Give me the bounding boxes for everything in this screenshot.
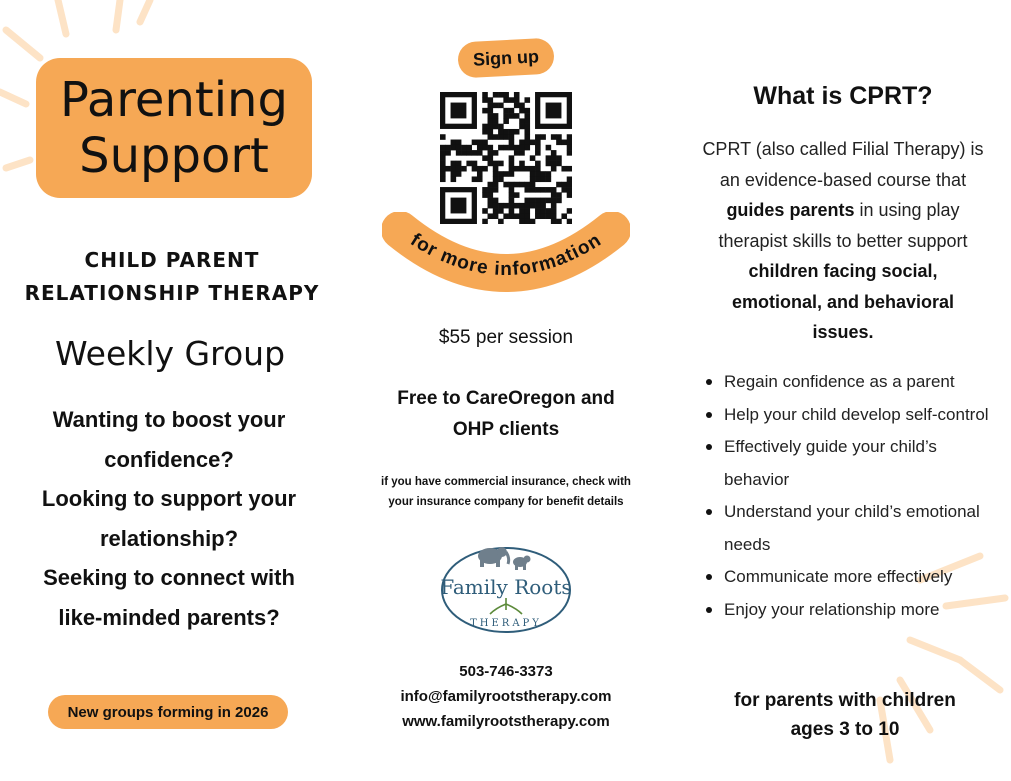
- desc-line: [686, 287, 1000, 318]
- subtitle-line-1: CHILD PARENT: [84, 248, 260, 272]
- benefit-item: Enjoy your relationship more: [706, 594, 1002, 627]
- title-line-1: Parenting: [60, 72, 288, 128]
- program-subtitle: [22, 244, 322, 310]
- question-line: like-minded parents?: [58, 604, 280, 630]
- question-line: relationship?: [99, 525, 239, 551]
- question-line: confidence?: [104, 446, 234, 472]
- family-roots-logo: [438, 540, 574, 636]
- desc-line: [686, 195, 1000, 226]
- qr-code[interactable]: [440, 92, 572, 224]
- question-line: Seeking to connect with: [43, 565, 295, 590]
- free-line-2: OHP clients: [452, 419, 560, 440]
- desc-bold: issues.: [812, 322, 874, 342]
- website-link[interactable]: www.familyrootstherapy.com: [402, 713, 610, 730]
- desc-line: [686, 317, 1000, 348]
- desc-bold: children facing social,: [748, 261, 938, 281]
- desc-bold: emotional, and behavioral: [731, 291, 955, 312]
- cprt-description: [686, 134, 1000, 348]
- desc-line: therapist skills to better support: [718, 230, 968, 251]
- logo-text-family-roots: Family Roots: [440, 575, 572, 599]
- logo-text-therapy: THERAPY: [470, 618, 542, 629]
- benefit-item: Effectively guide your child’s behavior: [706, 431, 1002, 496]
- benefit-item: Help your child develop self-control: [706, 399, 1002, 432]
- desc-line: an evidence-based course that: [719, 169, 967, 190]
- question-line: Looking to support your: [41, 486, 297, 511]
- phone-number[interactable]: 503-746-3373: [459, 663, 553, 680]
- benefit-list: [706, 366, 1002, 626]
- title-line-2: Support: [79, 128, 269, 184]
- insurance-line-2: your insurance company for benefit details: [388, 496, 624, 508]
- desc-line: [686, 256, 1000, 287]
- desc-line: CPRT (also called Filial Therapy) is: [702, 139, 984, 159]
- sign-up-badge: Sign up: [457, 38, 555, 79]
- weekly-group-heading: Weekly Group: [54, 334, 286, 373]
- contact-info: [370, 659, 642, 734]
- title-box: [36, 58, 312, 198]
- email-address[interactable]: info@familyrootstherapy.com: [400, 688, 612, 705]
- arc-text: for more information: [406, 229, 606, 281]
- question-list: [24, 400, 314, 637]
- new-groups-badge: New groups forming in 2026: [48, 695, 288, 729]
- age-range-note: [700, 686, 990, 744]
- insurance-note: [360, 472, 652, 512]
- ages-line-1: for parents with children: [734, 690, 956, 711]
- price-per-session: $55 per session: [438, 327, 574, 348]
- desc-rest: in using play: [854, 200, 960, 220]
- benefit-item: Regain confidence as a parent: [706, 366, 1002, 399]
- more-info-arc: [382, 212, 630, 308]
- question-line: Wanting to boost your: [52, 407, 286, 432]
- benefit-item: Communicate more effectively: [706, 561, 1002, 594]
- benefit-item: Understand your child’s emotional needs: [706, 496, 1002, 561]
- subtitle-line-2: RELATIONSHIP THERAPY: [24, 281, 320, 305]
- insurance-line-1: if you have commercial insurance, check with: [381, 476, 631, 488]
- ages-line-2: ages 3 to 10: [790, 719, 900, 740]
- cprt-heading: What is CPRT?: [753, 82, 933, 110]
- free-line-1: Free to CareOregon and: [397, 388, 615, 409]
- free-coverage-note: [370, 383, 642, 445]
- desc-bold: guides parents: [726, 200, 855, 220]
